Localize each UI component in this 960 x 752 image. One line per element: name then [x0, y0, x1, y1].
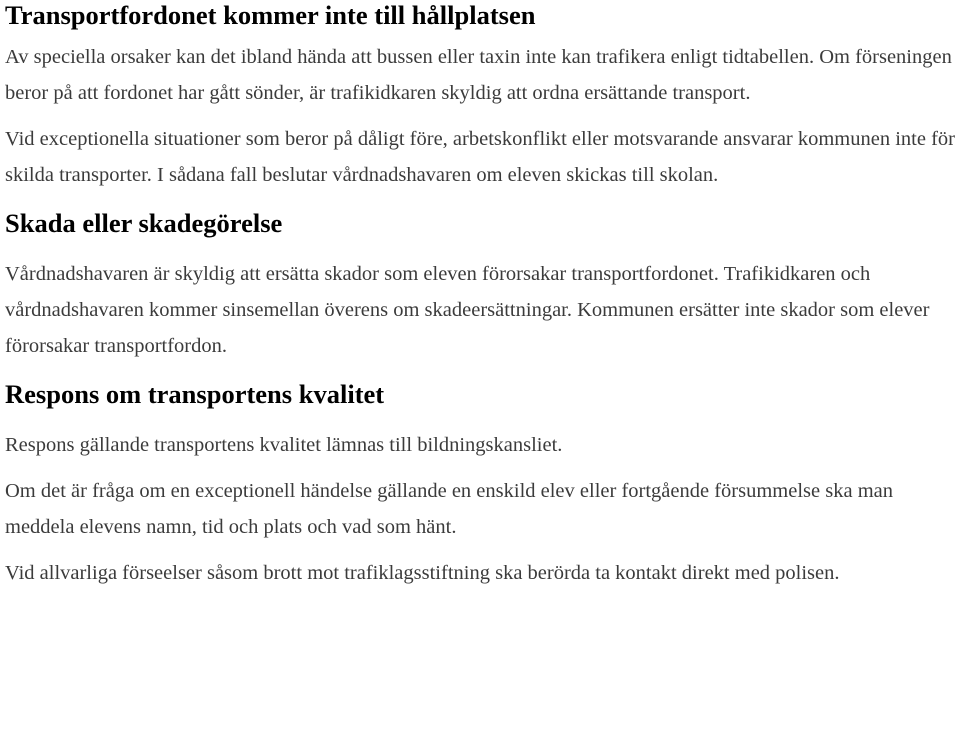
section-heading-feedback: Respons om transportens kvalitet: [5, 379, 385, 409]
paragraph-feedback-3: Vid allvarliga förseelser såsom brott mot trafiklagsstiftning ska berörda ta kontakt direkt med polisen.: [5, 562, 840, 584]
paragraph-feedback-1: Respons gällande transportens kvalitet lämnas till bildningskansliet.: [5, 434, 563, 456]
paragraph-transport-1: Av speciella orsaker kan det ibland hända att bussen eller taxin inte kan trafikera enligt tidtabellen. Om förseningen beror på att fordonet har gått sönder, är trafikidkaren skyldig att ordna ersättande transport.: [5, 46, 952, 104]
document-page: [5, 0, 960, 591]
paragraph-transport-2: Vid exceptionella situationer som beror på dåligt före, arbetskonflikt eller motsvarande ansvarar kommunen inte för skilda transporter. I sådana fall beslutar vårdnadshavaren om eleven skickas till skolan.: [5, 128, 955, 186]
paragraph-damage-1: Vårdnadshavaren är skyldig att ersätta skador som eleven förorsakar transportfordonet. Trafikidkaren och vårdnadshavaren kommer sinsemellan överens om skadeersättningar. Kommunen ersätter inte skador som elever förorsakar transportfordon.: [5, 263, 930, 357]
paragraph-feedback-2: Om det är fråga om en exceptionell händelse gällande en enskild elev eller fortgående försummelse ska man meddela elevens namn, tid och plats och vad som hänt.: [5, 480, 893, 538]
section-heading-damage: Skada eller skadegörelse: [5, 208, 283, 238]
section-heading-transport: Transportfordonet kommer inte till hållplatsen: [5, 0, 536, 30]
